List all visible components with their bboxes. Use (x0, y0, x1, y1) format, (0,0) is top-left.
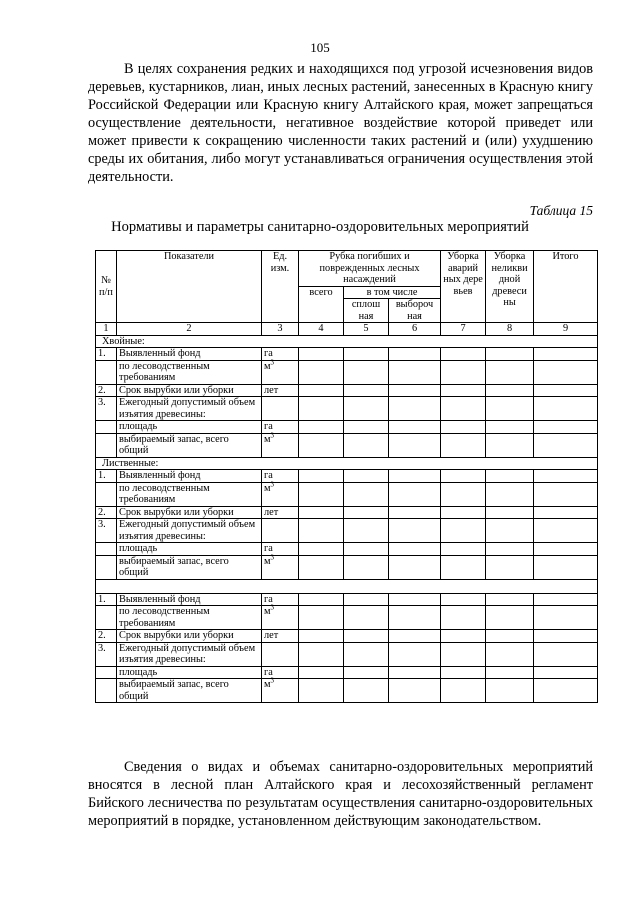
row-unit (262, 421, 299, 434)
unit-text: м (264, 679, 271, 690)
value-cell (389, 348, 441, 361)
value-cell (441, 470, 486, 483)
value-cell (344, 555, 389, 579)
value-cell (534, 348, 598, 361)
value-cell (441, 642, 486, 666)
header-unit: Ед. изм. (262, 251, 299, 323)
table-row (96, 397, 598, 421)
row-label: выбираемый запас, всего общий (117, 555, 262, 579)
value-cell (389, 470, 441, 483)
unit-superscript: 3 (270, 358, 275, 367)
row-number (96, 679, 117, 703)
unit-text: м (264, 606, 271, 617)
row-unit (262, 348, 299, 361)
row-unit (262, 642, 299, 666)
unit-superscript: 3 (270, 676, 275, 685)
value-cell (344, 679, 389, 703)
value-cell (441, 433, 486, 457)
value-cell (534, 593, 598, 606)
value-cell (299, 519, 344, 543)
row-unit (262, 433, 299, 457)
unit-text: га (264, 348, 273, 359)
table-row (96, 348, 598, 361)
table-row (96, 593, 598, 606)
unit-text: лет (264, 506, 279, 518)
value-cell (389, 543, 441, 556)
unit-text: м (264, 555, 271, 567)
unit-superscript: 3 (270, 553, 275, 562)
value-cell (299, 470, 344, 483)
header-including: в том числе (344, 286, 441, 299)
unit-superscript: 3 (270, 603, 275, 612)
value-cell (534, 543, 598, 556)
table-row (96, 630, 598, 643)
value-cell (486, 555, 534, 579)
row-label: Ежегодный допустимый объем изъятия древесины: (117, 519, 262, 543)
unit-superscript: 3 (270, 480, 275, 489)
value-cell (441, 482, 486, 506)
value-cell (534, 642, 598, 666)
column-number: 7 (441, 323, 486, 336)
row-label: по лесоводственным требованиям (117, 360, 262, 384)
value-cell (441, 348, 486, 361)
section-title: Хвойные: (96, 335, 598, 348)
row-label: площадь (117, 543, 262, 556)
value-cell (299, 630, 344, 643)
row-unit (262, 543, 299, 556)
row-number (96, 555, 117, 579)
table-row (96, 421, 598, 434)
value-cell (441, 397, 486, 421)
table-row (96, 555, 598, 579)
row-unit (262, 397, 299, 421)
row-unit (262, 676, 299, 703)
row-number (96, 606, 117, 630)
table-row (96, 433, 598, 457)
row-unit (262, 470, 299, 483)
page-number: 105 (310, 40, 330, 55)
value-cell (534, 433, 598, 457)
value-cell (534, 482, 598, 506)
column-number: 6 (389, 323, 441, 336)
row-number: 2. (96, 630, 117, 643)
value-cell (534, 506, 598, 519)
value-cell (344, 360, 389, 384)
row-label: Выявленный фонд (117, 593, 262, 606)
value-cell (441, 360, 486, 384)
row-number: 3. (96, 519, 117, 543)
value-cell (486, 384, 534, 397)
column-number: 4 (299, 323, 344, 336)
table-caption: Таблица 15 (529, 203, 593, 218)
value-cell (486, 360, 534, 384)
unit-text: га (264, 421, 273, 432)
value-cell (344, 421, 389, 434)
unit-text: м (264, 433, 271, 445)
value-cell (389, 593, 441, 606)
column-number: 8 (486, 323, 534, 336)
header-cleanup-illiquid: Уборка неликви дной древеси ны (486, 251, 534, 323)
unit-text: га (264, 543, 273, 554)
row-number: 3. (96, 397, 117, 421)
value-cell (299, 348, 344, 361)
norms-table (95, 250, 598, 703)
header-total-felling: всего (299, 286, 344, 323)
value-cell (389, 421, 441, 434)
value-cell (389, 384, 441, 397)
value-cell (299, 421, 344, 434)
unit-text: лет (264, 630, 279, 641)
table-row (96, 606, 598, 630)
value-cell (486, 470, 534, 483)
value-cell (299, 642, 344, 666)
row-unit (262, 603, 299, 630)
value-cell (389, 360, 441, 384)
value-cell (534, 666, 598, 679)
table-row (96, 470, 598, 483)
value-cell (299, 360, 344, 384)
value-cell (441, 384, 486, 397)
unit-text: лет (264, 384, 279, 396)
value-cell (299, 384, 344, 397)
value-cell (534, 606, 598, 630)
value-cell (534, 555, 598, 579)
row-number: 2. (96, 384, 117, 397)
value-cell (344, 666, 389, 679)
table-row (96, 506, 598, 519)
value-cell (534, 384, 598, 397)
value-cell (344, 606, 389, 630)
value-cell (486, 642, 534, 666)
table-row (96, 360, 598, 384)
row-label: выбираемый запас, всего общий (117, 433, 262, 457)
value-cell (534, 470, 598, 483)
row-unit (262, 666, 299, 679)
value-cell (389, 555, 441, 579)
value-cell (299, 555, 344, 579)
value-cell (299, 606, 344, 630)
value-cell (344, 433, 389, 457)
value-cell (486, 679, 534, 703)
column-number: 9 (534, 323, 598, 336)
unit-text: га (264, 666, 273, 678)
value-cell (441, 543, 486, 556)
value-cell (389, 630, 441, 643)
value-cell (299, 397, 344, 421)
row-label: выбираемый запас, всего общий (117, 679, 262, 703)
row-number: 1. (96, 593, 117, 606)
value-cell (389, 606, 441, 630)
value-cell (486, 543, 534, 556)
value-cell (344, 384, 389, 397)
row-unit (262, 630, 299, 643)
unit-text: га (264, 593, 273, 605)
section-header-row (96, 579, 598, 593)
value-cell (486, 397, 534, 421)
value-cell (486, 433, 534, 457)
value-cell (486, 606, 534, 630)
row-unit (262, 519, 299, 543)
value-cell (344, 519, 389, 543)
value-cell (344, 543, 389, 556)
row-unit (262, 384, 299, 397)
value-cell (299, 543, 344, 556)
column-number: 5 (344, 323, 389, 336)
value-cell (441, 519, 486, 543)
row-unit (262, 555, 299, 579)
header-clear: сплош ная (344, 299, 389, 323)
column-number: 3 (262, 323, 299, 336)
row-label: площадь (117, 421, 262, 434)
value-cell (486, 421, 534, 434)
row-unit (262, 506, 299, 519)
row-number (96, 360, 117, 384)
intro-paragraph: В целях сохранения редких и находящихся под угрозой исчезновения видов деревьев, кустарников, лиан, иных лесных растений, занесенных в Красную книгу Российской Федерации или Красную книгу Алтайского края, может запрещаться осуществление деятельности, негативное воздействие которой приведет или может привести к сокращению численности таких растений и (или) ухудшению среды их обитания, либо могут устанавливаться ограничения осуществления этой деятельности. (88, 61, 593, 185)
value-cell (344, 593, 389, 606)
row-label: Выявленный фонд (117, 348, 262, 361)
value-cell (534, 519, 598, 543)
table-title: Нормативы и параметры санитарно-оздоровительных мероприятий (111, 219, 529, 235)
unit-text: м (264, 482, 271, 494)
row-label: Ежегодный допустимый объем изъятия древесины: (117, 642, 262, 666)
value-cell (389, 642, 441, 666)
value-cell (441, 506, 486, 519)
value-cell (441, 421, 486, 434)
value-cell (389, 482, 441, 506)
value-cell (441, 555, 486, 579)
table-row (96, 642, 598, 666)
value-cell (389, 679, 441, 703)
value-cell (534, 360, 598, 384)
value-cell (344, 630, 389, 643)
row-number: 1. (96, 348, 117, 361)
row-number (96, 482, 117, 506)
value-cell (486, 506, 534, 519)
row-number (96, 543, 117, 556)
row-number: 1. (96, 470, 117, 483)
column-numbers-row (96, 323, 598, 336)
unit-text: м (264, 360, 271, 372)
section-title (96, 579, 598, 593)
section-header-row (96, 335, 598, 348)
value-cell (534, 397, 598, 421)
value-cell (389, 519, 441, 543)
row-label: Срок вырубки или уборки (117, 384, 262, 397)
value-cell (534, 630, 598, 643)
value-cell (534, 679, 598, 703)
unit-text: га (264, 470, 273, 481)
value-cell (441, 679, 486, 703)
row-number (96, 421, 117, 434)
row-label: по лесоводственным требованиям (117, 482, 262, 506)
value-cell (486, 593, 534, 606)
value-cell (441, 666, 486, 679)
row-number: 2. (96, 506, 117, 519)
table-row (96, 519, 598, 543)
row-label: по лесоводственным требованиям (117, 606, 262, 630)
value-cell (389, 433, 441, 457)
row-label: Ежегодный допустимый объем изъятия древесины: (117, 397, 262, 421)
value-cell (389, 666, 441, 679)
table-row (96, 679, 598, 703)
row-label: Выявленный фонд (117, 470, 262, 483)
value-cell (344, 506, 389, 519)
value-cell (344, 397, 389, 421)
value-cell (299, 433, 344, 457)
header-felling: Рубка погибших и поврежденных лесных насаждений (299, 251, 441, 287)
value-cell (486, 630, 534, 643)
value-cell (486, 348, 534, 361)
column-number: 2 (117, 323, 262, 336)
value-cell (299, 506, 344, 519)
value-cell (344, 470, 389, 483)
header-total: Итого (534, 251, 598, 323)
value-cell (441, 630, 486, 643)
row-unit (262, 593, 299, 606)
value-cell (344, 348, 389, 361)
value-cell (441, 593, 486, 606)
value-cell (299, 679, 344, 703)
section-title: Лиственные: (96, 457, 598, 470)
value-cell (486, 666, 534, 679)
header-indicators: Показатели (117, 251, 262, 323)
value-cell (441, 606, 486, 630)
row-number: 3. (96, 642, 117, 666)
value-cell (344, 642, 389, 666)
value-cell (299, 666, 344, 679)
value-cell (344, 482, 389, 506)
table-row (96, 384, 598, 397)
column-number: 1 (96, 323, 117, 336)
row-number (96, 666, 117, 679)
value-cell (299, 482, 344, 506)
row-unit (262, 482, 299, 506)
value-cell (534, 421, 598, 434)
table-row (96, 543, 598, 556)
table-row (96, 482, 598, 506)
row-number (96, 433, 117, 457)
closing-paragraph: Сведения о видах и объемах санитарно-оздоровительных мероприятий вносятся в лесной план Алтайского края и лесохозяйственный регламент Бийского лесничества по результатам осуществления санитарно-оздоровительных мероприятий в порядке, установленном действующим законодательством. (88, 759, 593, 829)
value-cell (299, 593, 344, 606)
unit-superscript: 3 (270, 431, 275, 440)
header-selective: выбороч ная (389, 299, 441, 323)
value-cell (486, 519, 534, 543)
value-cell (389, 397, 441, 421)
row-label: Срок вырубки или уборки (117, 630, 262, 643)
header-cleanup-emergency: Уборка аварий ных дере вьев (441, 251, 486, 323)
header-num: № п/п (96, 251, 117, 323)
row-unit (262, 360, 299, 384)
row-label: площадь (117, 666, 262, 679)
value-cell (389, 506, 441, 519)
value-cell (486, 482, 534, 506)
section-header-row (96, 457, 598, 470)
table-row (96, 666, 598, 679)
row-label: Срок вырубки или уборки (117, 506, 262, 519)
